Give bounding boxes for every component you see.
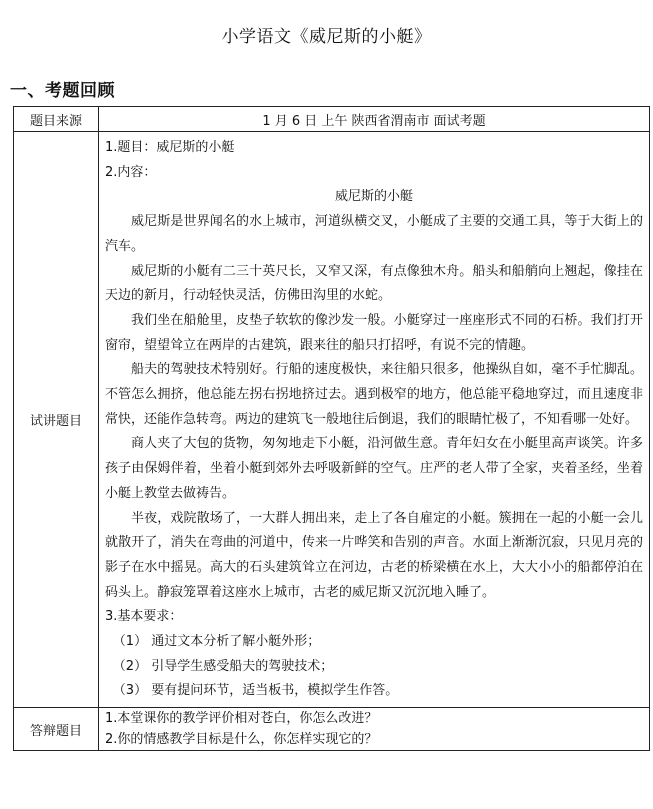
source-row (14, 107, 650, 132)
defense-row (14, 708, 650, 751)
passage-paragraph: 威尼斯是世界闻名的水上城市，河道纵横交叉，小艇成了主要的交通工具，等于大街上的汽车。 (105, 214, 643, 254)
page-title: 小学语文《威尼斯的小艇》 (221, 27, 432, 47)
defense-content (99, 708, 649, 750)
exam-table (13, 106, 650, 751)
trial-label: 试讲题目 (14, 132, 99, 708)
passage-paragraph: 商人夹了大包的货物，匆匆地走下小艇，沿河做生意。青年妇女在小艇里高声谈笑。许多孩子由保姆伴着，坐着小艇到郊外去呼吸新鲜的空气。庄严的老人带了全家，夹着圣经，坐着小艇上教堂去做祷告。 (105, 436, 643, 501)
requirement-item: （1） 通过文本分析了解小艇外形； (112, 634, 321, 650)
trial-row (14, 132, 650, 708)
requirement-item: （2） 引导学生感受船夫的驾驶技术； (112, 658, 334, 674)
defense-question: 1.本堂课你的教学评价相对苍白，你怎么改进？ (105, 711, 378, 727)
source-label: 题目来源 (14, 107, 99, 132)
defense-cell (99, 708, 650, 751)
defense-label: 答辩题目 (14, 708, 99, 751)
topic-line: 1.题目：威尼斯的小艇 (105, 140, 235, 155)
requirement-item: （3） 要有提问环节，适当板书，模拟学生作答。 (112, 683, 399, 699)
trial-cell (99, 132, 650, 708)
passage-paragraph: 半夜，戏院散场了，一大群人拥出来，走上了各自雇定的小艇。簇拥在一起的小艇一会儿就散开了，消失在弯曲的河道中，传来一片哗笑和告别的声音。水面上渐渐沉寂，只见月亮的影子在水中摇晃。高大的石头建筑耸立在河边，古老的桥梁横在水上，大大小小的船都停泊在码头上。静寂笼罩着这座水上城市，古老的威尼斯又沉沉地入睡了。 (105, 510, 643, 600)
source-value: 1 月 6 日 上午 陕西省渭南市 面试考题 (99, 107, 650, 132)
passage-paragraph: 我们坐在船舱里，皮垫子软软的像沙发一般。小艇穿过一座座形式不同的石桥。我们打开窗帘，望望耸立在两岸的古建筑，跟来往的船只打招呼，有说不完的情趣。 (105, 312, 643, 353)
trial-content (99, 132, 649, 707)
passage-title: 威尼斯的小艇 (334, 189, 413, 205)
requirements-title: 3.基本要求： (105, 609, 183, 625)
section-heading: 一、考题回顾 (10, 81, 115, 101)
passage-paragraph: 威尼斯的小艇有二三十英尺长，又窄又深，有点像独木舟。船头和船艄向上翘起，像挂在天边的新月，行动轻快灵活，仿佛田沟里的水蛇。 (105, 263, 643, 304)
defense-question: 2.你的情感教学目标是什么，你怎样实现它的？ (105, 732, 378, 748)
content-line: 2.内容： (105, 164, 157, 180)
passage-paragraph: 船夫的驾驶技术特别好。行船的速度极快，来往船只很多，他操纵自如，毫不手忙脚乱。不管怎么拥挤，他总能左拐右拐地挤过去。遇到极窄的地方，他总能平稳地穿过，而且速度非常快，还能作急转弯。两边的建筑飞一般地往后倒退，我们的眼睛忙极了，不知看哪一处好。 (105, 362, 643, 427)
